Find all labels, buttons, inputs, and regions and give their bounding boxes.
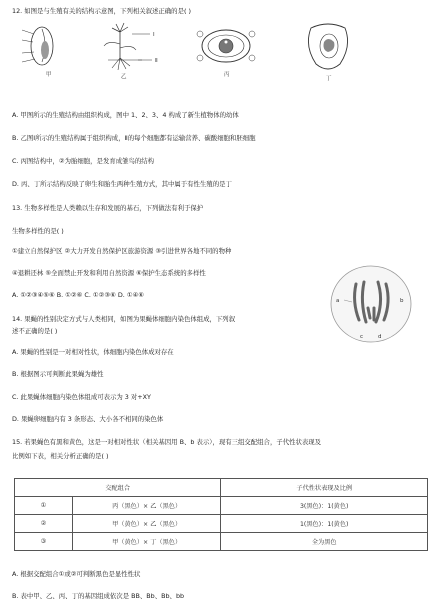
table-cell-id: ② (15, 515, 73, 533)
table-cell-id: ① (15, 497, 73, 515)
q13-options: A. ①②③④⑤⑥ B. ①②⑥ C. ①②③⑥ D. ①④⑥ (12, 291, 145, 299)
chromosome-label-d: d (378, 334, 382, 340)
q15-option-a: A. 根据交配组合①或②可判断黑色是显性性状 (12, 570, 141, 578)
q12-figures (8, 20, 436, 82)
chromosome-label-a: a (336, 298, 340, 304)
q13-items-line2: ④退耕还林 ⑤全面禁止开发和利用自然资源 ⑥保护生态系统的多样性 (12, 269, 206, 277)
figure-label-I: Ⅰ (153, 32, 155, 38)
q14-stem-cont: 述不正确的是( ) (12, 327, 58, 335)
table-row (15, 497, 428, 515)
q12-option-d: D. 丙、丁所示结构反映了卵生和胎生两种生殖方式，其中属于有性生殖的是丁 (12, 180, 232, 188)
q12-option-b: B. 乙图Ⅰ所示的生殖结构属于组织构成，Ⅱ的每个细胞都有运输营养、碳酸细胞和胚细胞 (12, 134, 256, 142)
chromosome-label-c: c (360, 334, 364, 340)
q12-stem: 12. 如图是与生殖有关的结构示意图，下列相关叙述正确的是( ) (12, 7, 191, 15)
q12-option-a: A. 甲图所示的生殖结构由组织构成，图中 1、2、3、4 构成了新生植物体的幼体 (12, 111, 239, 119)
table-cell-ratio: 全为黑色 (221, 533, 428, 551)
uterus-figure (308, 24, 347, 69)
q15-option-b: B. 表中甲、乙、丙、丁的基因组成依次是 BB、Bb、Bb、bb (12, 592, 185, 600)
seed-figure (22, 27, 53, 65)
figure-label-bing: 丙 (224, 72, 230, 78)
q12-option-c: C. 丙图结构中，②为胎细胞，是发育成雏鸟的结构 (12, 157, 155, 165)
table-cell-cross: 丙（黑色）× 乙（黑色） (72, 497, 221, 515)
table-row (15, 515, 428, 533)
q14-stem: 14. 果蝇的性别决定方式与人类相同，如图为果蝇体细胞内染色体组成，下列叙 (12, 315, 236, 323)
figure-label-II: Ⅱ (155, 58, 158, 64)
q14-option-d: D. 果蝇卵细胞内有 3 条形态、大小各不相同的染色体 (12, 415, 164, 423)
q13-stem: 13. 生物多样性是人类赖以生存和发展的基石，下列做法有利于保护 (12, 204, 204, 212)
chromosome-figure (326, 262, 416, 346)
figure-label-jia: 甲 (46, 72, 52, 78)
table-header-row (15, 479, 428, 497)
figure-label-yi: 乙 (121, 74, 127, 80)
table-header-offspring: 子代性状表现及比例 (221, 479, 428, 497)
chromosome-label-b: b (400, 298, 404, 304)
q14-option-b: B. 根据图示可判断此果蝇为雄性 (12, 370, 104, 378)
table-cell-id: ③ (15, 533, 73, 551)
q15-stem-cont: 比例如下表，相关分析正确的是( ) (12, 452, 109, 460)
q15-stem: 15. 若果蝇色有黑和黄色，这是一对相对性状（相关基因用 B、b 表示），现有三组交配组合，子代性状表现及 (12, 438, 322, 446)
q13-items-line1: ①建立自然保护区 ②大力开发自然保护区旅游资源 ③引进世界各地不同的物种 (12, 247, 232, 255)
table-cell-cross: 甲（黄色）× 乙（黑色） (72, 515, 221, 533)
q14-option-a: A. 果蝇的性别是一对相对性状，体细胞内染色体成对存在 (12, 348, 174, 356)
egg-figure (197, 30, 255, 62)
q13-stem-cont: 生物多样性的是( ) (12, 227, 64, 235)
table-cell-cross: 甲（黄色）× 丁（黑色） (72, 533, 221, 551)
plant-figure (104, 23, 152, 70)
table-header-cross: 交配组合 (15, 479, 221, 497)
cross-results-table (14, 478, 428, 551)
figure-label-ding: 丁 (326, 76, 332, 82)
table-cell-ratio: 3(黑色)：1(黄色) (221, 497, 428, 515)
table-row (15, 533, 428, 551)
q14-option-c: C. 此果蝇体细胞内染色体组成可表示为 3 对+XY (12, 393, 151, 401)
table-cell-ratio: 1(黑色)：1(黄色) (221, 515, 428, 533)
